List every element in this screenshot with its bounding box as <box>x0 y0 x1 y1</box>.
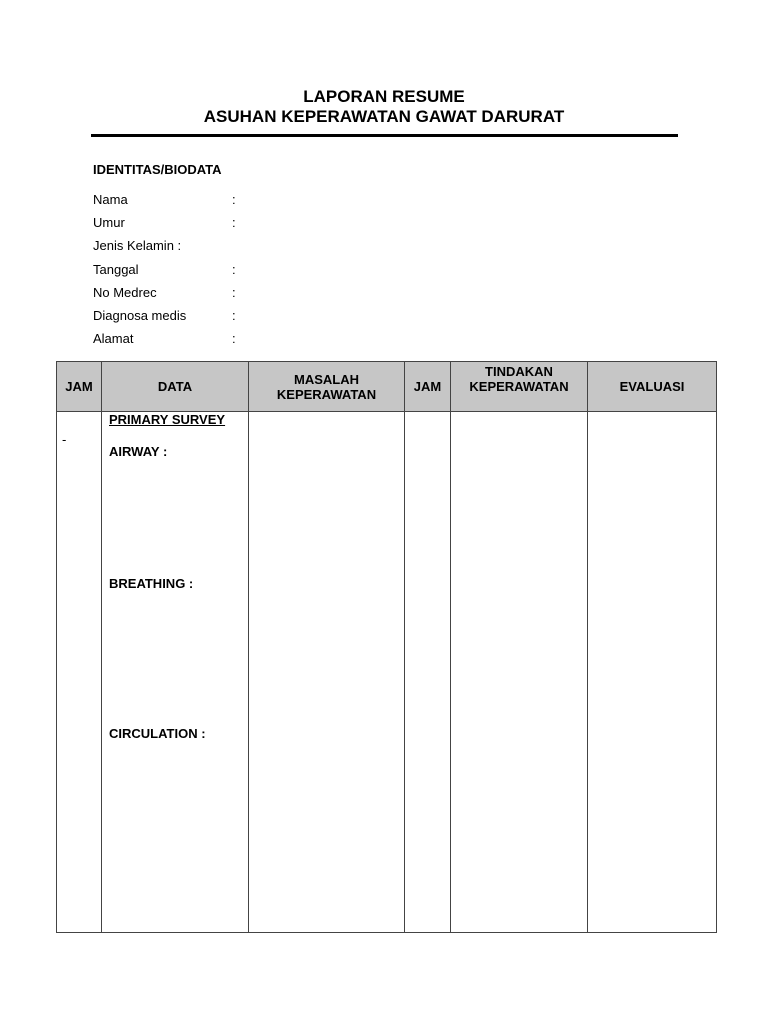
cell-data[interactable] <box>102 412 249 933</box>
field-label-alamat: Alamat <box>93 331 134 346</box>
header-masalah-line1: MASALAH <box>294 371 359 387</box>
header-jam-2 <box>405 362 451 412</box>
cell-jam[interactable] <box>57 412 102 933</box>
header-masalah-line2: KEPERAWATAN <box>276 386 377 402</box>
cell-masalah-keperawatan[interactable] <box>249 412 405 933</box>
field-colon-diagnosa-medis: : <box>232 308 236 323</box>
field-colon-no-medrec: : <box>232 285 236 300</box>
header-evaluasi <box>588 362 717 412</box>
resume-table <box>56 361 717 933</box>
field-label-no-medrec: No Medrec <box>93 285 157 300</box>
table-header-row <box>57 362 717 412</box>
header-tindakan-keperawatan <box>451 362 588 412</box>
header-tindakan-line2: KEPERAWATAN <box>469 379 569 394</box>
cell-evaluasi[interactable] <box>588 412 717 933</box>
primary-survey-heading: PRIMARY SURVEY <box>109 412 226 427</box>
field-label-nama: Nama <box>93 192 128 207</box>
header-evaluasi-label: EVALUASI <box>619 379 685 394</box>
field-label-diagnosa-medis: Diagnosa medis <box>93 308 187 323</box>
field-colon-nama: : <box>232 192 236 207</box>
field-label-jenis-kelamin: Jenis Kelamin : <box>93 238 182 253</box>
airway-label: AIRWAY : <box>109 444 168 459</box>
cell-tindakan-keperawatan[interactable] <box>451 412 588 933</box>
document-title-line1: LAPORAN RESUME <box>303 87 465 106</box>
field-label-umur: Umur <box>93 215 125 230</box>
header-tindakan-line1: TINDAKAN <box>485 364 553 379</box>
header-jam <box>57 362 102 412</box>
header-data-label: DATA <box>157 379 193 394</box>
circulation-label: CIRCULATION : <box>109 726 206 741</box>
header-jam-label: JAM <box>65 379 93 394</box>
header-masalah-keperawatan <box>249 362 405 412</box>
jam-value: - <box>62 432 67 447</box>
header-data <box>102 362 249 412</box>
identity-heading: IDENTITAS/BIODATA <box>93 162 222 177</box>
cell-jam-2[interactable] <box>405 412 451 933</box>
breathing-label: BREATHING : <box>109 576 194 591</box>
field-colon-alamat: : <box>232 331 236 346</box>
header-jam-2-label: JAM <box>413 379 442 394</box>
table-row <box>57 412 717 933</box>
field-label-tanggal: Tanggal <box>93 262 139 277</box>
title-divider <box>91 134 678 137</box>
field-colon-tanggal: : <box>232 262 236 277</box>
field-colon-umur: : <box>232 215 236 230</box>
document-title-line2: ASUHAN KEPERAWATAN GAWAT DARURAT <box>203 107 565 126</box>
